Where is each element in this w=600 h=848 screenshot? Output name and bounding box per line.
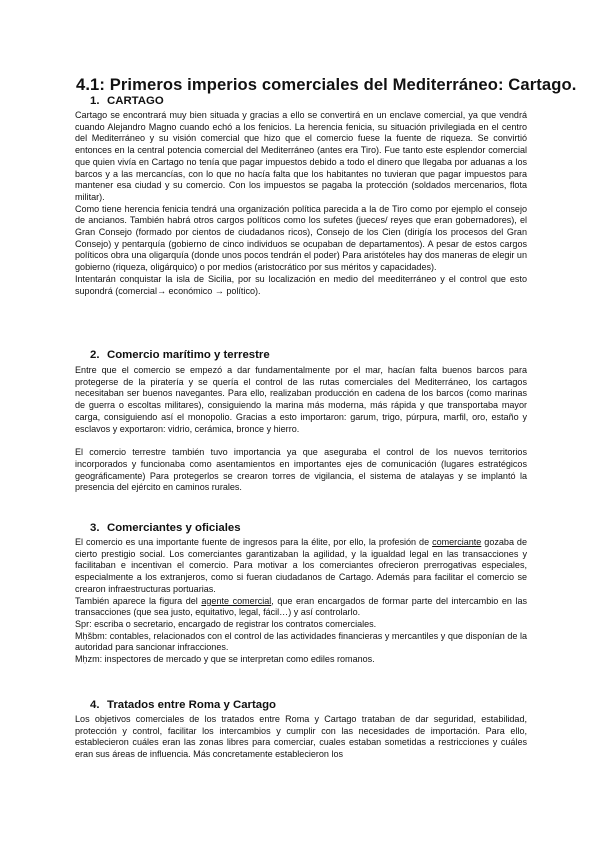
section-body-4 — [75, 714, 527, 761]
section-number: 1. — [90, 95, 100, 107]
term-comerciante: comerciante — [432, 537, 482, 547]
section-heading-2 — [90, 349, 270, 361]
paragraph: Entre que el comercio se empezó a dar fundamentalmente por el mar, hacían falta buenos barcos para protegerse de la piratería y se quería el control de las rutas comerciales del Mediterráneo, los cartagos necesitaban ser buenos navegantes. Para ello, realizaban producción en cadena de los barcos (como marinas de guerra o escoltas militares), consiguiendo la marina más moderna, más rápida y que transportaba mayor carga, consiguiendo así el monopolio. Gracias a esto importaron: garum, trigo, púrpura, marfil, oro, estaño y esclavos y exportaron: vidrio, cerámica, bronce y hierro. — [75, 365, 527, 434]
section-body-3 — [75, 537, 527, 666]
paragraph: Mḥšbm: contables, relacionados con el control de las actividades financieras y mercantiles y que disponían de la autoridad para sancionar infracciones. — [75, 630, 527, 653]
section-number: 2. — [90, 349, 100, 361]
section-title: Comerciantes y oficiales — [107, 522, 241, 534]
section-heading-3 — [90, 522, 241, 534]
paragraph — [75, 537, 527, 596]
text-run: También aparece la figura del — [75, 595, 202, 606]
text-run: El comercio es una importante fuente de ingresos para la élite, por ello, la profesión de — [75, 537, 433, 547]
section-number: 4. — [90, 699, 100, 711]
paragraph — [75, 596, 527, 619]
page-title: 4.1: Primeros imperios comerciales del Mediterráneo: Cartago. — [76, 75, 577, 94]
paragraph: Los objetivos comerciales de los tratados entre Roma y Cartago trataban de dar seguridad, estabilidad, protección y control, facilitar los intercambios y cumplir con las necesidades de importación. Para ello, establecieron cuáles eran las zonas libres para comerciar, cuales estaban sometidas a restricciones y cuáles eran sus áreas de influencia. Más concretamente establecieron los — [75, 714, 527, 760]
section-title: Tratados entre Roma y Cartago — [107, 699, 277, 711]
paragraph: Spr: escriba o secretario, encargado de registrar los contratos comerciales. — [75, 618, 377, 629]
paragraph: Cartago se encontrará muy bien situada y gracias a ello se convertirá en un enclave comercial, ya que vendrá cuando Alejandro Magno cuando echó a los fenicios. La herencia fenicia, su situación privilegiada en el centro del Mediterráneo y su visión comercial que hizo que el comercio fuese la fuente de riqueza. Se convirtió entonces en la central potencia comercial del Mediterráneo (antes era Tiro). Fue tanto este esplendor comercial que quien vivía en Cartago no tenía que pagar impuestos debido a todo el dinero que llegaba por aduanas a los barcos y a las mercancías, con lo que no hacía falta que los habitantes no tuvieran que pagar impuestos para mantener esa ciudad y su comercio. Con los impuestos se pagaba la protección (soldados mercenarios, flota militar). — [75, 110, 527, 202]
section-heading-4 — [90, 699, 276, 711]
section-number: 3. — [90, 522, 100, 534]
section-body-2 — [75, 365, 527, 494]
section-heading-1 — [90, 95, 164, 107]
section-body-1 — [75, 110, 527, 297]
section-title: Comercio marítimo y terrestre — [107, 349, 270, 361]
paragraph: Como tiene herencia fenicia tendrá una organización política parecida a la de Tiro como por ejemplo el consejo de ancianos. También habrá otros cargos políticos como los sufetes (jueces/ reyes que eran gobernadores), el Gran Consejo (formado por cientos de ciudadanos ricos), Consejo de los Cien (dirigía los procesos del Gran Consejo) y pentarquía (gobierno de cinco individuos se ocupaban de departamentos). A pesar de estos cargos políticos obra una oligarquía (donde unos pocos tendrán el poder) Para aristóteles hay dos maneras de elegir un gobierno (riqueza, oligárquico) o por medios (aristocrático por sus méritos y capacidades). — [75, 203, 527, 273]
section-title: CARTAGO — [107, 95, 164, 107]
paragraph: Intentarán conquistar la isla de Sicilia, por su localización en medio del meediterráneo y el control que esto supondrá (comercial→ económico → político). — [75, 273, 527, 296]
term-agente-comercial: agente comercial — [201, 595, 272, 606]
paragraph: El comercio terrestre también tuvo importancia ya que aseguraba el control de los nuevos territorios incorporados y funcionaba como asentamientos en importantes ejes de comunicación (lugares estratégicos geográficamente) Para protegerlos se crearon torres de vigilancia, el sistema de atalayas y se implantó la presencia del ejército en caminos rurales. — [75, 447, 527, 493]
text-run: , que eran encargados de formar parte del intercambio en las transacciones (que sea justo, equitativo, legal, fácil…) y así controlarlo. — [75, 595, 528, 618]
paragraph: Mḥzm: inspectores de mercado y que se interpretan como ediles romanos. — [75, 654, 375, 665]
text-run: gozaba de cierto prestigio social. Los comerciantes garantizaban la agilidad, y la igualdad legal en las transacciones y facilitaban e incentivan el comercio. Para motivar a los comerciantes ofrecieron prerrogativas especiales, especialmente a los extranjeros, como si fueran ciudadanos de Cartago. Además para facilitar el comercio se crearon infraestructuras portuarias. — [75, 537, 527, 594]
